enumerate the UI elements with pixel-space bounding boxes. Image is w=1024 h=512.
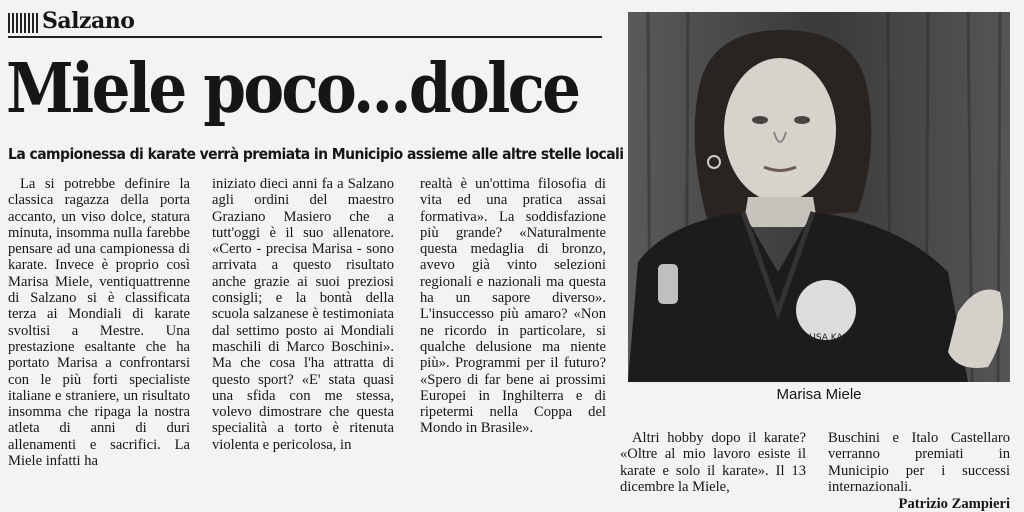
section-name: Salzano	[42, 8, 135, 34]
column-3-text: realtà è un'ottima filosofia di vita ed una pratica assai formativa». La soddisfazione più grande? «Naturalmente questa medaglia di bronzo, avevo già vinto selezioni regionali e nazionali ma questa ha un sapore diverso». L'insuccesso più amaro? «Non ne ricordo in particolare, si qualche delusione ma niente più». Programmi per il futuro? «Spero di far bene ai prossimi Europei in Inghilterra e di ripetermi nella Coppa del Mondo in Brasile».	[420, 176, 606, 437]
column-2-text: iniziato dieci anni fa a Salzano agli ordini del maestro Graziano Masiero che a tutt'oggi è il suo allenatore. «Certo - precisa Marisa - sono arrivata a questo risultato anche grazie ai suoi preziosi consigli; e la bontà della scuola salzanese è testimoniata dal settimo posto ai Mondiali maschili di Marco Boschini». Ma che cosa l'ha attratta di questo sport? «E' stata quasi una sfida con me stessa, volevo dimostrare che questa specialità a torto è ritenuta violenta e pericolosa, in	[212, 176, 394, 453]
column-5-text: Buschini e Italo Castellaro verranno premiati in Municipio per i successi internazionali.	[828, 430, 1010, 495]
section-marker-icon	[8, 13, 38, 33]
article-column-1	[8, 176, 190, 469]
byline: Patrizio Zampieri	[898, 496, 1010, 512]
photo-caption: Marisa Miele	[776, 386, 862, 403]
portrait-photo-illustration	[628, 12, 1010, 382]
section-header	[8, 8, 602, 38]
headline: Miele poco...dolce	[6, 49, 579, 129]
portrait-photo	[628, 12, 1010, 382]
article-column-5	[828, 430, 1010, 512]
article-column-4	[620, 430, 806, 495]
article-column-3	[420, 176, 606, 437]
article-column-2	[212, 176, 394, 453]
column-4-text: Altri hobby dopo il karate? «Oltre al mio lavoro esiste il karate e solo il karate». Il 13 dicembre la Miele,	[620, 430, 806, 495]
column-1-text: La si potrebbe definire la classica ragazza della porta accanto, un viso dolce, statura minuta, insomma nulla farebbe pensare ad una campionessa di karate. Invece è proprio così Marisa Miele, ventiquattrenne di Salzano si è classificata terza ai Mondiali di karate svoltisi a Mestre. Una prestazione esaltante che ha portato Marisa a confrontarsi con le più forti specialiste italiane e straniere, un risultato insomma che ripaga la nostra atleta di anni di duri allenamenti e sacrifici. La Miele infatti ha	[8, 176, 190, 470]
uniform-badge-text: USA KA	[809, 333, 843, 343]
subheadline: La campionessa di karate verrà premiata in Municipio assieme alle altre stelle locali	[8, 145, 624, 163]
